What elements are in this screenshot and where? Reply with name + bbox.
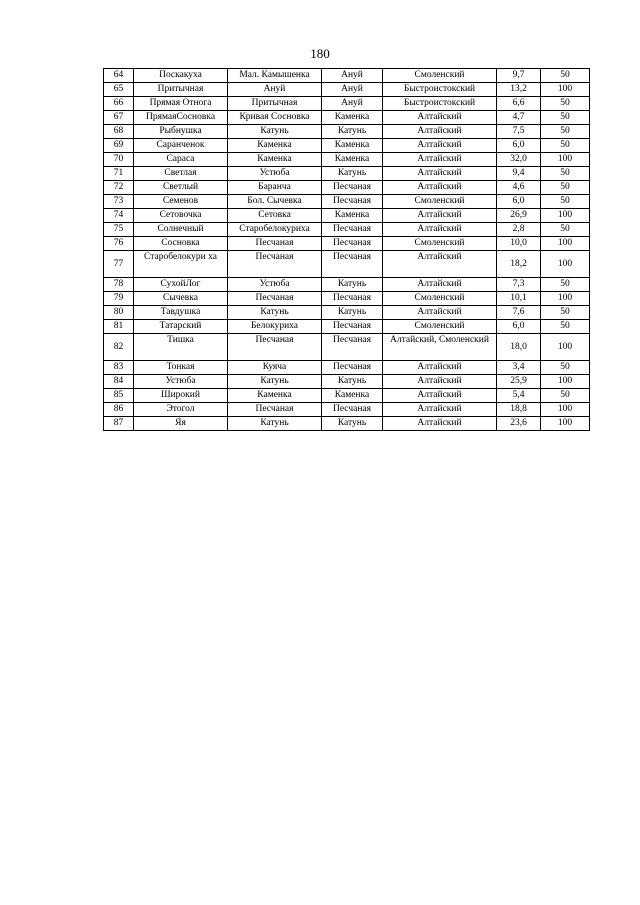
zone-width-cell: 50 <box>541 389 590 403</box>
row-number-cell: 66 <box>104 97 134 111</box>
district-cell: Алтайский <box>383 361 497 375</box>
length-cell: 5,4 <box>497 389 541 403</box>
basin-cell: Катунь <box>322 306 383 320</box>
length-cell: 10,0 <box>497 237 541 251</box>
table-row <box>104 306 590 320</box>
district-cell: Смоленский <box>383 195 497 209</box>
zone-width-cell: 50 <box>541 320 590 334</box>
length-cell: 6,0 <box>497 139 541 153</box>
watercourse-name-cell: Поскакуха <box>134 69 228 83</box>
row-number-cell: 79 <box>104 292 134 306</box>
receiving-river-cell: Катунь <box>228 306 322 320</box>
watercourse-name-cell: Старобелокури ха <box>134 251 228 278</box>
receiving-river-cell: Песчаная <box>228 334 322 361</box>
watercourse-name-cell: Семенов <box>134 195 228 209</box>
receiving-river-cell: Баранча <box>228 181 322 195</box>
watercourse-name-cell: Широкий <box>134 389 228 403</box>
length-cell: 32,0 <box>497 153 541 167</box>
receiving-river-cell: Устюба <box>228 167 322 181</box>
row-number-cell: 80 <box>104 306 134 320</box>
table-row <box>104 223 590 237</box>
watercourse-name-cell: Солнечный <box>134 223 228 237</box>
basin-cell: Песчаная <box>322 403 383 417</box>
zone-width-cell: 100 <box>541 292 590 306</box>
district-cell: Смоленский <box>383 237 497 251</box>
district-cell: Алтайский <box>383 153 497 167</box>
row-number-cell: 68 <box>104 125 134 139</box>
watercourse-name-cell: Сычевка <box>134 292 228 306</box>
row-number-cell: 81 <box>104 320 134 334</box>
row-number-cell: 86 <box>104 403 134 417</box>
zone-width-cell: 100 <box>541 237 590 251</box>
district-cell: Быстроистокский <box>383 83 497 97</box>
row-number-cell: 69 <box>104 139 134 153</box>
zone-width-cell: 50 <box>541 167 590 181</box>
row-number-cell: 85 <box>104 389 134 403</box>
watercourse-name-cell: Светлая <box>134 167 228 181</box>
length-cell: 7,3 <box>497 278 541 292</box>
basin-cell: Катунь <box>322 167 383 181</box>
table-row <box>104 417 590 431</box>
basin-cell: Песчаная <box>322 237 383 251</box>
row-number-cell: 77 <box>104 251 134 278</box>
table-row <box>104 375 590 389</box>
basin-cell: Песчаная <box>322 223 383 237</box>
basin-cell: Катунь <box>322 278 383 292</box>
row-number-cell: 78 <box>104 278 134 292</box>
zone-width-cell: 100 <box>541 375 590 389</box>
watercourse-name-cell: Саранченок <box>134 139 228 153</box>
district-cell: Смоленский <box>383 320 497 334</box>
zone-width-cell: 100 <box>541 403 590 417</box>
receiving-river-cell: Сетовка <box>228 209 322 223</box>
watercourse-name-cell: Прямая Отнога <box>134 97 228 111</box>
district-cell: Алтайский, Смоленский <box>383 334 497 361</box>
watercourse-name-cell: Рыбнушка <box>134 125 228 139</box>
watercourse-name-cell: Тавдушка <box>134 306 228 320</box>
zone-width-cell: 50 <box>541 361 590 375</box>
table-row <box>104 69 590 83</box>
table-row <box>104 111 590 125</box>
zone-width-cell: 50 <box>541 278 590 292</box>
table-row <box>104 83 590 97</box>
table-row <box>104 292 590 306</box>
table-row <box>104 251 590 278</box>
page-number: 180 <box>310 46 330 61</box>
length-cell: 7,6 <box>497 306 541 320</box>
district-cell: Алтайский <box>383 278 497 292</box>
basin-cell: Песчаная <box>322 251 383 278</box>
basin-cell: Катунь <box>322 125 383 139</box>
table-row <box>104 181 590 195</box>
zone-width-cell: 100 <box>541 417 590 431</box>
table-row <box>104 97 590 111</box>
district-cell: Алтайский <box>383 389 497 403</box>
length-cell: 6,0 <box>497 195 541 209</box>
receiving-river-cell: Песчаная <box>228 237 322 251</box>
receiving-river-cell: Каменка <box>228 139 322 153</box>
table-row <box>104 195 590 209</box>
zone-width-cell: 100 <box>541 83 590 97</box>
district-cell: Алтайский <box>383 181 497 195</box>
district-cell: Алтайский <box>383 306 497 320</box>
zone-width-cell: 50 <box>541 223 590 237</box>
district-cell: Алтайский <box>383 111 497 125</box>
receiving-river-cell: Каменка <box>228 389 322 403</box>
table-body <box>104 69 590 431</box>
watercourse-name-cell: Яя <box>134 417 228 431</box>
district-cell: Алтайский <box>383 251 497 278</box>
basin-cell: Ануй <box>322 69 383 83</box>
row-number-cell: 87 <box>104 417 134 431</box>
receiving-river-cell: Притычная <box>228 97 322 111</box>
table-row <box>104 237 590 251</box>
basin-cell: Песчаная <box>322 292 383 306</box>
row-number-cell: 82 <box>104 334 134 361</box>
watercourse-name-cell: Тонкая <box>134 361 228 375</box>
zone-width-cell: 50 <box>541 139 590 153</box>
watercourse-name-cell: Этогол <box>134 403 228 417</box>
basin-cell: Каменка <box>322 153 383 167</box>
zone-width-cell: 50 <box>541 125 590 139</box>
length-cell: 18,0 <box>497 334 541 361</box>
row-number-cell: 72 <box>104 181 134 195</box>
length-cell: 9,4 <box>497 167 541 181</box>
row-number-cell: 83 <box>104 361 134 375</box>
receiving-river-cell: Песчаная <box>228 292 322 306</box>
district-cell: Быстроистокский <box>383 97 497 111</box>
length-cell: 6,6 <box>497 97 541 111</box>
receiving-river-cell: Каменка <box>228 153 322 167</box>
length-cell: 7,5 <box>497 125 541 139</box>
row-number-cell: 65 <box>104 83 134 97</box>
district-cell: Алтайский <box>383 167 497 181</box>
district-cell: Алтайский <box>383 375 497 389</box>
zone-width-cell: 100 <box>541 209 590 223</box>
length-cell: 13,2 <box>497 83 541 97</box>
basin-cell: Песчаная <box>322 320 383 334</box>
district-cell: Алтайский <box>383 223 497 237</box>
table-row <box>104 334 590 361</box>
length-cell: 10,1 <box>497 292 541 306</box>
table-row <box>104 389 590 403</box>
length-cell: 4,7 <box>497 111 541 125</box>
row-number-cell: 70 <box>104 153 134 167</box>
basin-cell: Катунь <box>322 417 383 431</box>
watercourse-name-cell: Сетовочка <box>134 209 228 223</box>
district-cell: Алтайский <box>383 417 497 431</box>
length-cell: 18,2 <box>497 251 541 278</box>
receiving-river-cell: Старобелокуриха <box>228 223 322 237</box>
watercourse-name-cell: Сараса <box>134 153 228 167</box>
table-row <box>104 139 590 153</box>
row-number-cell: 74 <box>104 209 134 223</box>
basin-cell: Каменка <box>322 111 383 125</box>
zone-width-cell: 50 <box>541 181 590 195</box>
row-number-cell: 71 <box>104 167 134 181</box>
watercourse-name-cell: Устюба <box>134 375 228 389</box>
basin-cell: Песчаная <box>322 334 383 361</box>
table-row <box>104 403 590 417</box>
basin-cell: Песчаная <box>322 181 383 195</box>
length-cell: 4,6 <box>497 181 541 195</box>
watercourse-name-cell: Притычная <box>134 83 228 97</box>
basin-cell: Каменка <box>322 389 383 403</box>
watercourse-name-cell: Татарский <box>134 320 228 334</box>
zone-width-cell: 50 <box>541 69 590 83</box>
basin-cell: Ануй <box>322 83 383 97</box>
watercourse-name-cell: ПрямаяСосновка <box>134 111 228 125</box>
table-row <box>104 278 590 292</box>
basin-cell: Песчаная <box>322 195 383 209</box>
receiving-river-cell: Устюба <box>228 278 322 292</box>
zone-width-cell: 100 <box>541 153 590 167</box>
zone-width-cell: 50 <box>541 195 590 209</box>
zone-width-cell: 50 <box>541 111 590 125</box>
district-cell: Алтайский <box>383 209 497 223</box>
receiving-river-cell: Куяча <box>228 361 322 375</box>
basin-cell: Ануй <box>322 97 383 111</box>
table-row <box>104 167 590 181</box>
basin-cell: Песчаная <box>322 361 383 375</box>
zone-width-cell: 50 <box>541 97 590 111</box>
table-row <box>104 209 590 223</box>
receiving-river-cell: Катунь <box>228 417 322 431</box>
row-number-cell: 73 <box>104 195 134 209</box>
watercourse-name-cell: Тишка <box>134 334 228 361</box>
length-cell: 26,9 <box>497 209 541 223</box>
basin-cell: Каменка <box>322 139 383 153</box>
length-cell: 9,7 <box>497 69 541 83</box>
district-cell: Смоленский <box>383 292 497 306</box>
row-number-cell: 75 <box>104 223 134 237</box>
watercourse-name-cell: Сосновка <box>134 237 228 251</box>
row-number-cell: 84 <box>104 375 134 389</box>
length-cell: 6,0 <box>497 320 541 334</box>
zone-width-cell: 50 <box>541 306 590 320</box>
basin-cell: Каменка <box>322 209 383 223</box>
receiving-river-cell: Песчаная <box>228 403 322 417</box>
basin-cell: Катунь <box>322 375 383 389</box>
length-cell: 3,4 <box>497 361 541 375</box>
row-number-cell: 64 <box>104 69 134 83</box>
length-cell: 23,6 <box>497 417 541 431</box>
receiving-river-cell: Бол. Сычевка <box>228 195 322 209</box>
zone-width-cell: 100 <box>541 334 590 361</box>
rivers-table <box>103 68 590 431</box>
district-cell: Алтайский <box>383 403 497 417</box>
receiving-river-cell: Белокуриха <box>228 320 322 334</box>
receiving-river-cell: Катунь <box>228 125 322 139</box>
district-cell: Алтайский <box>383 139 497 153</box>
receiving-river-cell: Кривая Сосновка <box>228 111 322 125</box>
row-number-cell: 67 <box>104 111 134 125</box>
table-row <box>104 125 590 139</box>
receiving-river-cell: Мал. Камышенка <box>228 69 322 83</box>
table-row <box>104 153 590 167</box>
district-cell: Алтайский <box>383 125 497 139</box>
length-cell: 18,8 <box>497 403 541 417</box>
receiving-river-cell: Катунь <box>228 375 322 389</box>
receiving-river-cell: Песчаная <box>228 251 322 278</box>
watercourse-name-cell: СухойЛог <box>134 278 228 292</box>
length-cell: 25,9 <box>497 375 541 389</box>
table-row <box>104 361 590 375</box>
district-cell: Смоленский <box>383 69 497 83</box>
length-cell: 2,8 <box>497 223 541 237</box>
table-row <box>104 320 590 334</box>
receiving-river-cell: Ануй <box>228 83 322 97</box>
zone-width-cell: 100 <box>541 251 590 278</box>
watercourse-name-cell: Светлый <box>134 181 228 195</box>
row-number-cell: 76 <box>104 237 134 251</box>
